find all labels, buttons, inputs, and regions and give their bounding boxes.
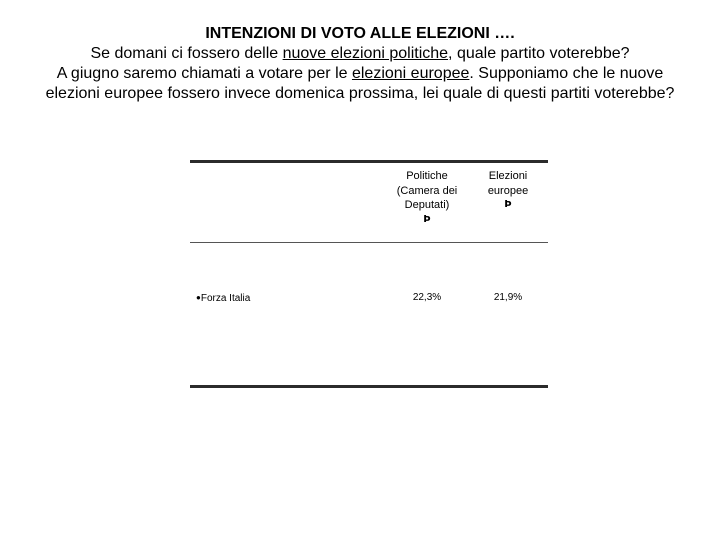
arrow-icon: Þ [423,213,431,225]
question-heading [40,24,680,104]
party-label [196,291,250,306]
question-politiche-lead: Se domani ci fossero delle [90,45,283,62]
question-europee-emphasis: elezioni europee [351,65,470,82]
question-europee [40,64,680,104]
question-politiche-tail: , quale partito voterebbe? [448,45,630,62]
table-body [190,243,548,385]
question-europee-lead: A giugno saremo chiamati a votare per le [56,65,352,82]
page-title: INTENZIONI DI VOTO ALLE ELEZIONI …. [205,25,515,42]
party-name: Forza Italia [200,293,251,304]
column-header-politiche [392,169,462,227]
question-politiche-emphasis: nuove elezioni politiche [282,45,449,62]
table-bottom-rule [190,385,548,388]
column-header-europee-label: Elezioni europee [487,170,529,197]
question-politiche [40,44,680,64]
column-header-europee [473,169,543,213]
question-europee-tail: . Supponiamo che le nuove elezioni europee fossero invece domenica prossima, lei quale di questi partiti voterebbe? [45,65,675,102]
bullet-icon: ● [196,293,201,302]
column-header-politiche-label: Politiche (Camera dei Deputati) [396,170,458,211]
arrow-icon: Þ [504,199,512,210]
vote-intention-table [190,160,548,388]
table-row [190,291,548,305]
value-europee: 21,9% [493,292,523,303]
table-header-row [190,163,548,242]
value-politiche: 22,3% [412,292,442,303]
